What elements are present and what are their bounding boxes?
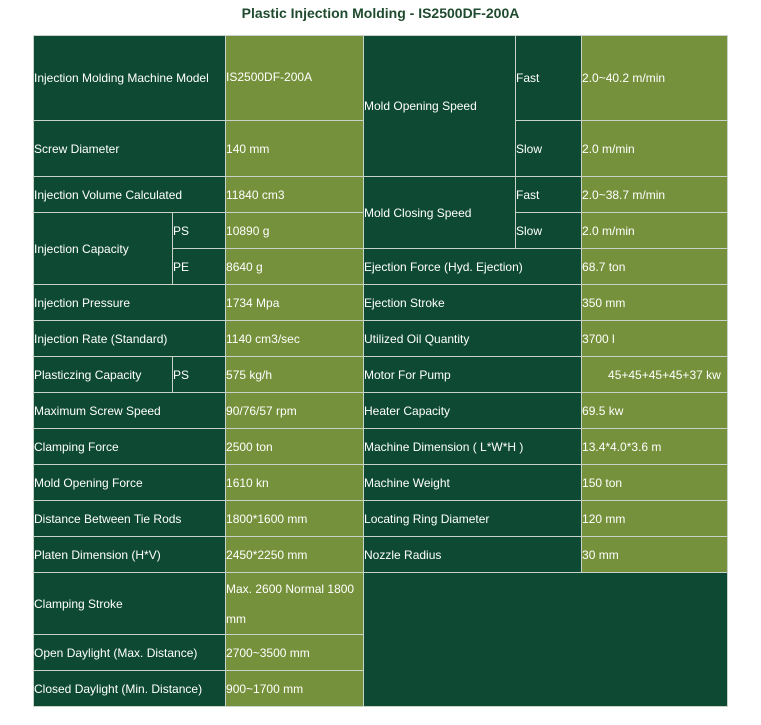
label-injection-capacity: Injection Capacity: [34, 213, 173, 285]
sub-capacity-pe: PE: [173, 249, 226, 285]
sub-opening-slow: Slow: [516, 121, 582, 177]
value-injection-volume: 11840 cm3: [226, 177, 364, 213]
value-heater: 69.5 kw: [582, 393, 728, 429]
label-screw-diameter: Screw Diameter: [34, 121, 226, 177]
value-mold-opening-force: 1610 kn: [226, 465, 364, 501]
table-row: [34, 357, 728, 393]
label-dimension: Machine Dimension ( L*W*H ): [364, 429, 582, 465]
value-weight: 150 ton: [582, 465, 728, 501]
label-max-screw-speed: Maximum Screw Speed: [34, 393, 226, 429]
table-row: [34, 537, 728, 573]
table-row: [34, 573, 728, 635]
label-oil-quantity: Utilized Oil Quantity: [364, 321, 582, 357]
value-locating-ring: 120 mm: [582, 501, 728, 537]
label-plasticizing: Plasticzing Capacity: [34, 357, 173, 393]
value-capacity-pe: 8640 g: [226, 249, 364, 285]
value-closing-fast: 2.0~38.7 m/min: [582, 177, 728, 213]
value-ejection-force: 68.7 ton: [582, 249, 728, 285]
value-platen: 2450*2250 mm: [226, 537, 364, 573]
page-title: Plastic Injection Molding - IS2500DF-200A: [241, 5, 520, 21]
sub-opening-fast: Fast: [516, 36, 582, 121]
sub-capacity-ps: PS: [173, 213, 226, 249]
value-clamping-stroke: Max. 2600 Normal 1800 mm: [226, 573, 364, 635]
value-injection-rate: 1140 cm3/sec: [226, 321, 364, 357]
label-platen: Platen Dimension (H*V): [34, 537, 226, 573]
label-nozzle-radius: Nozzle Radius: [364, 537, 582, 573]
label-ejection-stroke: Ejection Stroke: [364, 285, 582, 321]
label-injection-rate: Injection Rate (Standard): [34, 321, 226, 357]
label-closed-daylight: Closed Daylight (Min. Distance): [34, 671, 226, 707]
label-open-daylight: Open Daylight (Max. Distance): [34, 635, 226, 671]
table-row: [34, 429, 728, 465]
table-row: [34, 321, 728, 357]
table-row: [34, 36, 728, 121]
label-clamping-stroke: Clamping Stroke: [34, 573, 226, 635]
label-ejection-force: Ejection Force (Hyd. Ejection): [364, 249, 582, 285]
value-open-daylight: 2700~3500 mm: [226, 635, 364, 671]
table-row: [34, 465, 728, 501]
label-motor: Motor For Pump: [364, 357, 582, 393]
label-mold-opening-speed: Mold Opening Speed: [364, 36, 516, 177]
spec-table: [33, 35, 728, 707]
value-injection-pressure: 1734 Mpa: [226, 285, 364, 321]
value-opening-slow: 2.0 m/min: [582, 121, 728, 177]
value-closed-daylight: 900~1700 mm: [226, 671, 364, 707]
label-mold-closing-speed: Mold Closing Speed: [364, 177, 516, 249]
label-injection-pressure: Injection Pressure: [34, 285, 226, 321]
empty-panel: [364, 573, 728, 707]
label-mold-opening-force: Mold Opening Force: [34, 465, 226, 501]
sub-closing-fast: Fast: [516, 177, 582, 213]
table-row: [34, 393, 728, 429]
value-opening-fast: 2.0~40.2 m/min: [582, 36, 728, 121]
value-motor: 45+45+45+45+37 kw: [582, 357, 728, 393]
label-tie-rods: Distance Between Tie Rods: [34, 501, 226, 537]
value-ejection-stroke: 350 mm: [582, 285, 728, 321]
table-row: [34, 285, 728, 321]
table-row: [34, 177, 728, 213]
value-dimension: 13.4*4.0*3.6 m: [582, 429, 728, 465]
sub-closing-slow: Slow: [516, 213, 582, 249]
label-injection-volume: Injection Volume Calculated: [34, 177, 226, 213]
label-heater: Heater Capacity: [364, 393, 582, 429]
value-tie-rods: 1800*1600 mm: [226, 501, 364, 537]
label-locating-ring: Locating Ring Diameter: [364, 501, 582, 537]
label-weight: Machine Weight: [364, 465, 582, 501]
value-capacity-ps: 10890 g: [226, 213, 364, 249]
value-closing-slow: 2.0 m/min: [582, 213, 728, 249]
value-model: IS2500DF-200A: [226, 36, 364, 121]
label-clamping-force: Clamping Force: [34, 429, 226, 465]
value-max-screw-speed: 90/76/57 rpm: [226, 393, 364, 429]
sub-plasticizing-ps: PS: [173, 357, 226, 393]
value-plasticizing: 575 kg/h: [226, 357, 364, 393]
value-screw-diameter: 140 mm: [226, 121, 364, 177]
value-oil-quantity: 3700 l: [582, 321, 728, 357]
value-nozzle-radius: 30 mm: [582, 537, 728, 573]
value-clamping-force: 2500 ton: [226, 429, 364, 465]
table-row: [34, 501, 728, 537]
label-model: Injection Molding Machine Model: [34, 36, 226, 121]
